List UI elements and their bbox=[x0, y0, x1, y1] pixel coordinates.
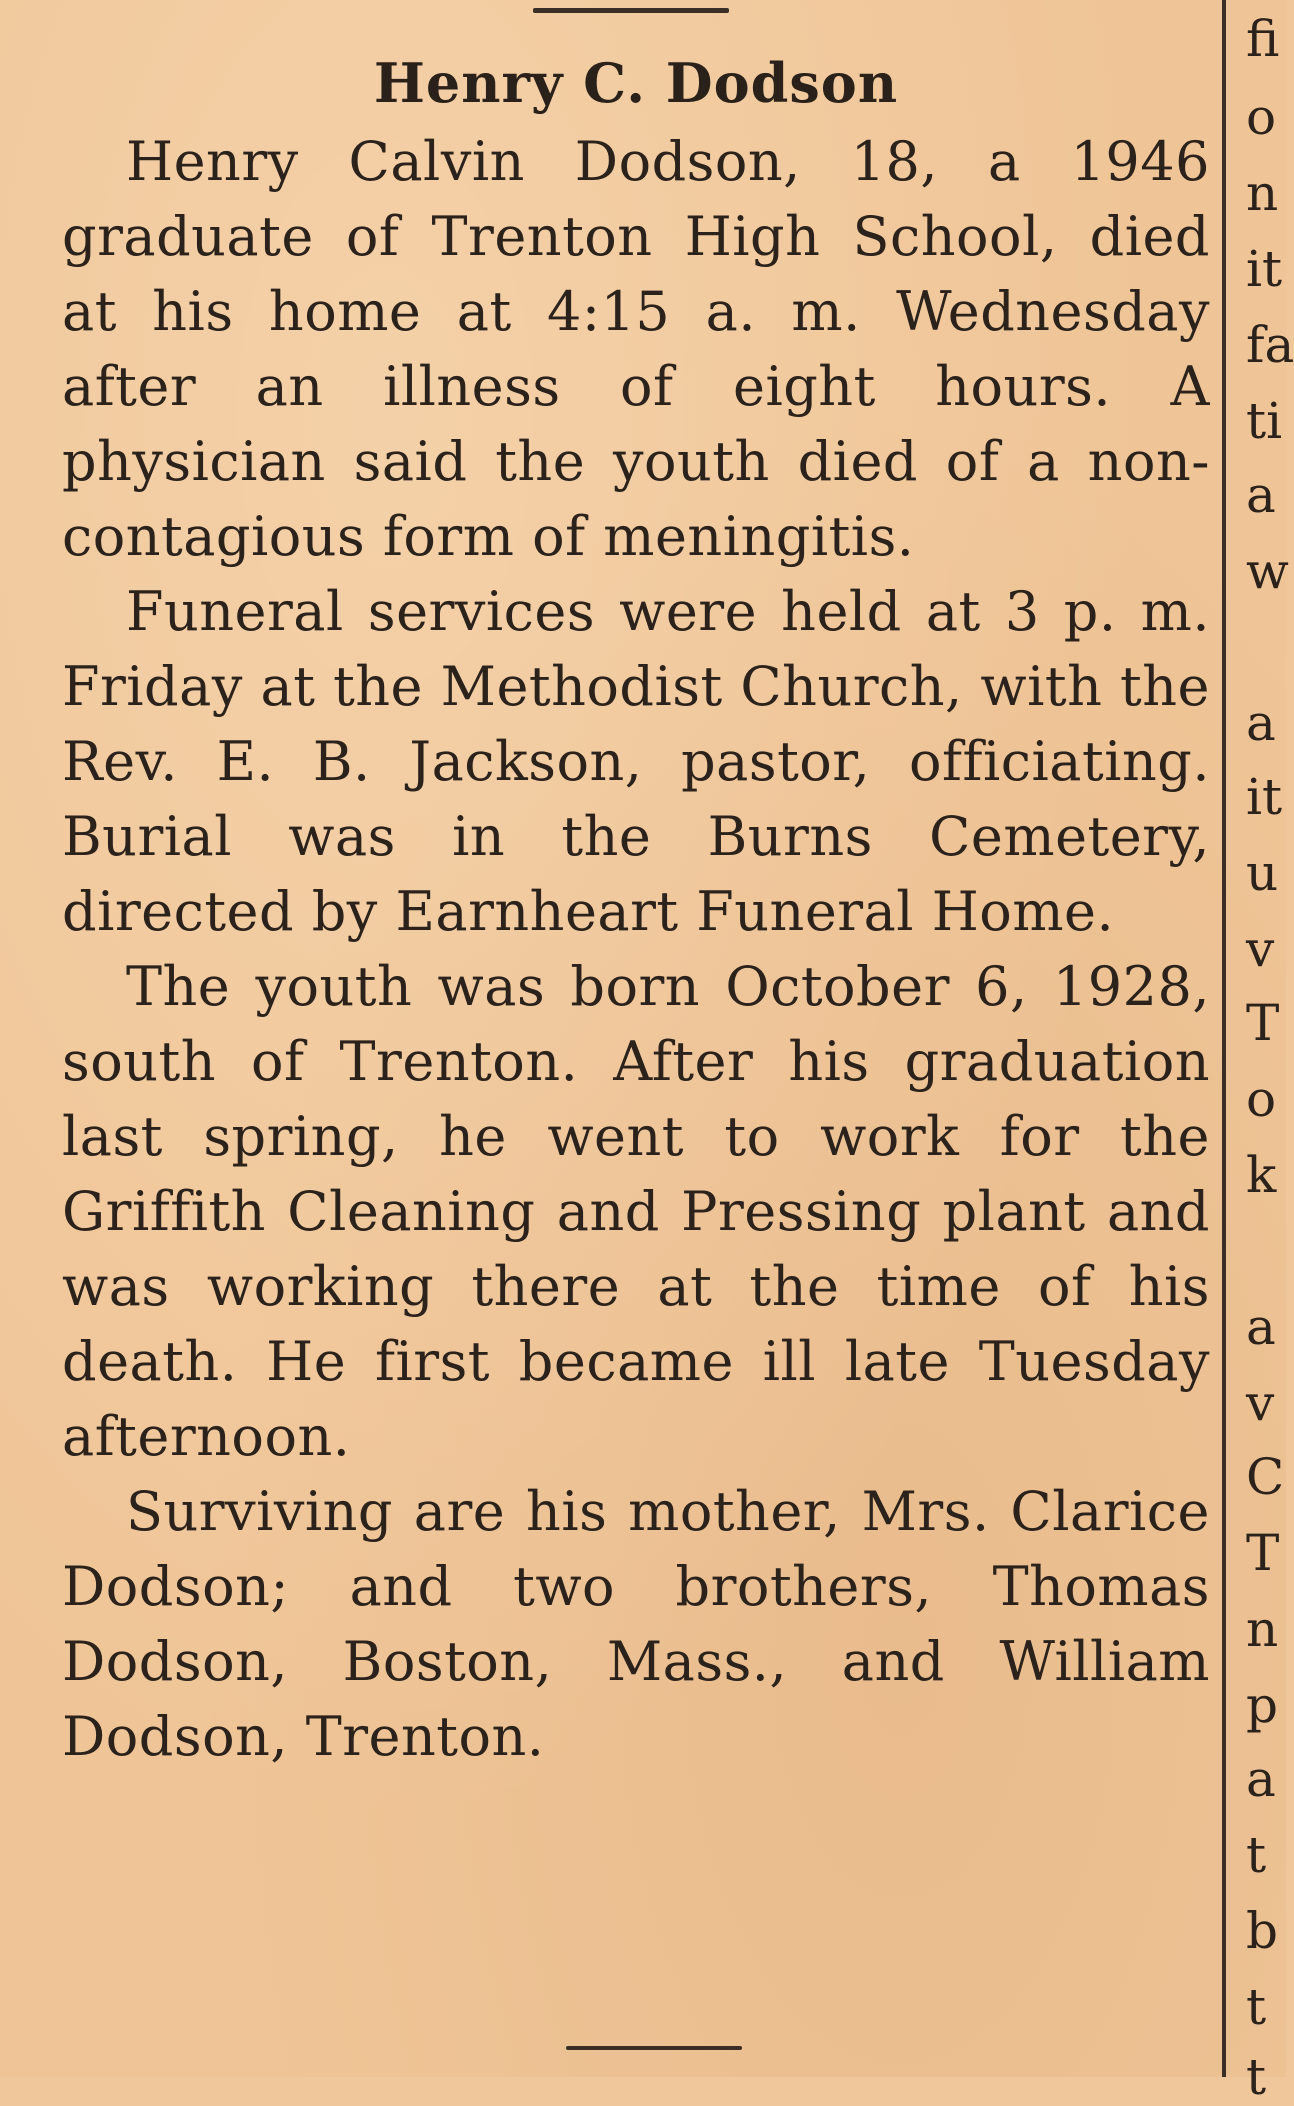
article-paragraph-4: Surviving are his mother, Mrs. Clarice Dodson; and two brothers, Thomas Dodson, Boston, Mass., and William Dodson, Trenton. bbox=[62, 1480, 1210, 1768]
article-paragraph-3: The youth was born October 6, 1928, south of Trenton. After his graduation last spring, he went to work for the Griffith Cleaning and Pressing plant and was working there at the time of his death. He first became ill late Tuesday afternoon. bbox=[62, 955, 1210, 1468]
adjacent-column-letter: a bbox=[1246, 1298, 1276, 1356]
adjacent-column-letter: a bbox=[1246, 466, 1276, 524]
adjacent-column-letter: T bbox=[1246, 1524, 1280, 1582]
adjacent-column-letter: a bbox=[1246, 694, 1276, 752]
adjacent-column-letter: p bbox=[1246, 1676, 1279, 1734]
adjacent-column-letter: T bbox=[1246, 994, 1280, 1052]
adjacent-column-letter: fa bbox=[1246, 316, 1294, 374]
adjacent-column-letter: t bbox=[1246, 2048, 1267, 2106]
top-divider-rule bbox=[533, 8, 729, 13]
adjacent-column-letter: w bbox=[1246, 542, 1289, 600]
adjacent-column-letter: t bbox=[1246, 1978, 1267, 2036]
column-divider bbox=[1222, 0, 1226, 2077]
adjacent-column-letter: n bbox=[1246, 1600, 1279, 1658]
adjacent-column-letter: k bbox=[1246, 1146, 1277, 1204]
adjacent-column-letter: u bbox=[1246, 844, 1279, 902]
adjacent-column-letter: b bbox=[1246, 1902, 1279, 1960]
bottom-divider-rule bbox=[566, 2046, 742, 2050]
adjacent-column-letter: it bbox=[1246, 240, 1283, 298]
adjacent-column-letter: a bbox=[1246, 1750, 1276, 1808]
adjacent-column-letter: fi bbox=[1246, 10, 1280, 68]
article-headline: Henry C. Dodson bbox=[373, 51, 899, 115]
adjacent-column-letter: it bbox=[1246, 768, 1283, 826]
adjacent-column-letter: C bbox=[1246, 1448, 1285, 1506]
adjacent-column-letter: ti bbox=[1246, 392, 1283, 450]
article-paragraph-2: Funeral services were held at 3 p. m. Friday at the Methodist Church, with the Rev. E. B. Jackson, pastor, officiating. Burial was in the Burns Cemetery, directed by Earnheart Funeral Home. bbox=[62, 580, 1210, 943]
obituary-article bbox=[62, 42, 1210, 1774]
adjacent-column-letter: o bbox=[1246, 1070, 1277, 1128]
adjacent-column-letter: v bbox=[1246, 920, 1275, 978]
adjacent-column-fragment bbox=[1246, 0, 1294, 2106]
adjacent-column-letter: v bbox=[1246, 1374, 1275, 1432]
adjacent-column-letter: t bbox=[1246, 1826, 1267, 1884]
article-paragraph-1: Henry Calvin Dodson, 18, a 1946 graduate of Trenton High School, died at his home at 4:15 a. m. Wednesday after an illness of eight hours. A physician said the youth died of a non-contagious form of meningitis. bbox=[62, 130, 1210, 568]
adjacent-column-letter: o bbox=[1246, 88, 1277, 146]
adjacent-column-letter: n bbox=[1246, 164, 1279, 222]
